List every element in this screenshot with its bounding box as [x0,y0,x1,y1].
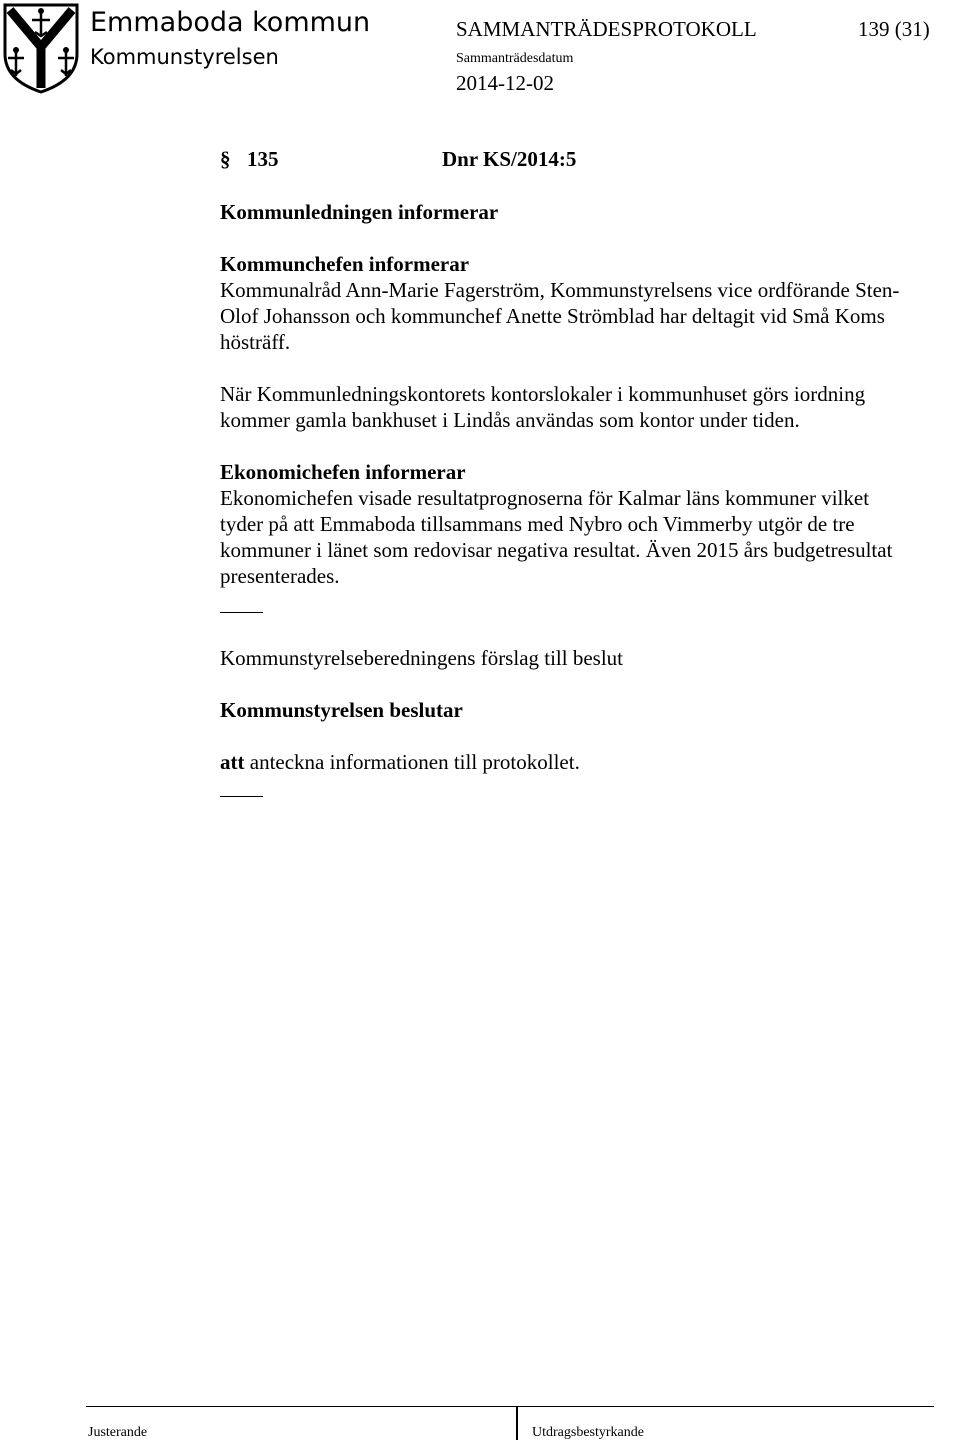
ekonomichef-heading: Ekonomichefen informerar [220,460,466,484]
section-end-divider [220,796,263,797]
footer-justerande: Justerande [88,1425,148,1440]
footer-rule [86,1406,934,1407]
footer-utdragsbestyrkande: Utdragsbestyrkande [532,1425,644,1440]
kommunchef-line: hösträff. [220,330,291,354]
meeting-date: 2014-12-02 [456,71,554,95]
meeting-date-label: Sammanträdesdatum [456,51,574,66]
kontor-line: kommer gamla bankhuset i Lindås användas som kontor under tiden. [220,408,800,432]
municipality-name: Emmaboda kommun [90,7,371,38]
municipal-coat-of-arms-icon [2,2,80,94]
ekonomichef-line: tyder på att Emmaboda tillsammans med Nybro och Vimmerby utgör de tre [220,512,855,536]
kommunchef-line: Kommunalråd Ann-Marie Fagerström, Kommunstyrelsens vice ordförande Sten- [220,278,900,302]
section-number: 135 [247,147,279,171]
kommunchef-line: Olof Johansson och kommunchef Anette Strömblad har deltagit vid Små Koms [220,304,885,328]
footer-divider [516,1406,518,1440]
decision-heading: Kommunstyrelsen beslutar [220,698,463,722]
board-name: Kommunstyrelsen [90,45,279,69]
decision-body: anteckna informationen till protokollet. [244,750,580,774]
page-number: 139 (31) [858,17,930,41]
section-divider [220,612,263,613]
kontor-line: När Kommunledningskontorets kontorslokaler i kommunhuset görs iordning [220,382,866,406]
ekonomichef-line: Ekonomichefen visade resultatprognoserna för Kalmar läns kommuner vilket [220,486,870,510]
case-number: Dnr KS/2014:5 [442,147,577,171]
kommunchef-heading: Kommunchefen informerar [220,252,470,276]
ekonomichef-block [220,459,940,589]
proposal-line: Kommunstyrelseberedningens förslag till beslut [220,646,624,670]
kontor-block [220,381,940,433]
ekonomichef-line: presenterades. [220,564,340,588]
ekonomichef-line: kommuner i länet som redovisar negativa resultat. Även 2015 års budgetresultat [220,538,893,562]
paragraph-mark: § [220,147,231,171]
decision-att: att [220,750,245,774]
section-title: Kommunledningen informerar [220,200,499,224]
decision-text [220,749,580,775]
kommunchef-block [220,251,940,355]
section-header [220,146,576,172]
document-type: SAMMANTRÄDESPROTOKOLL [456,17,757,41]
